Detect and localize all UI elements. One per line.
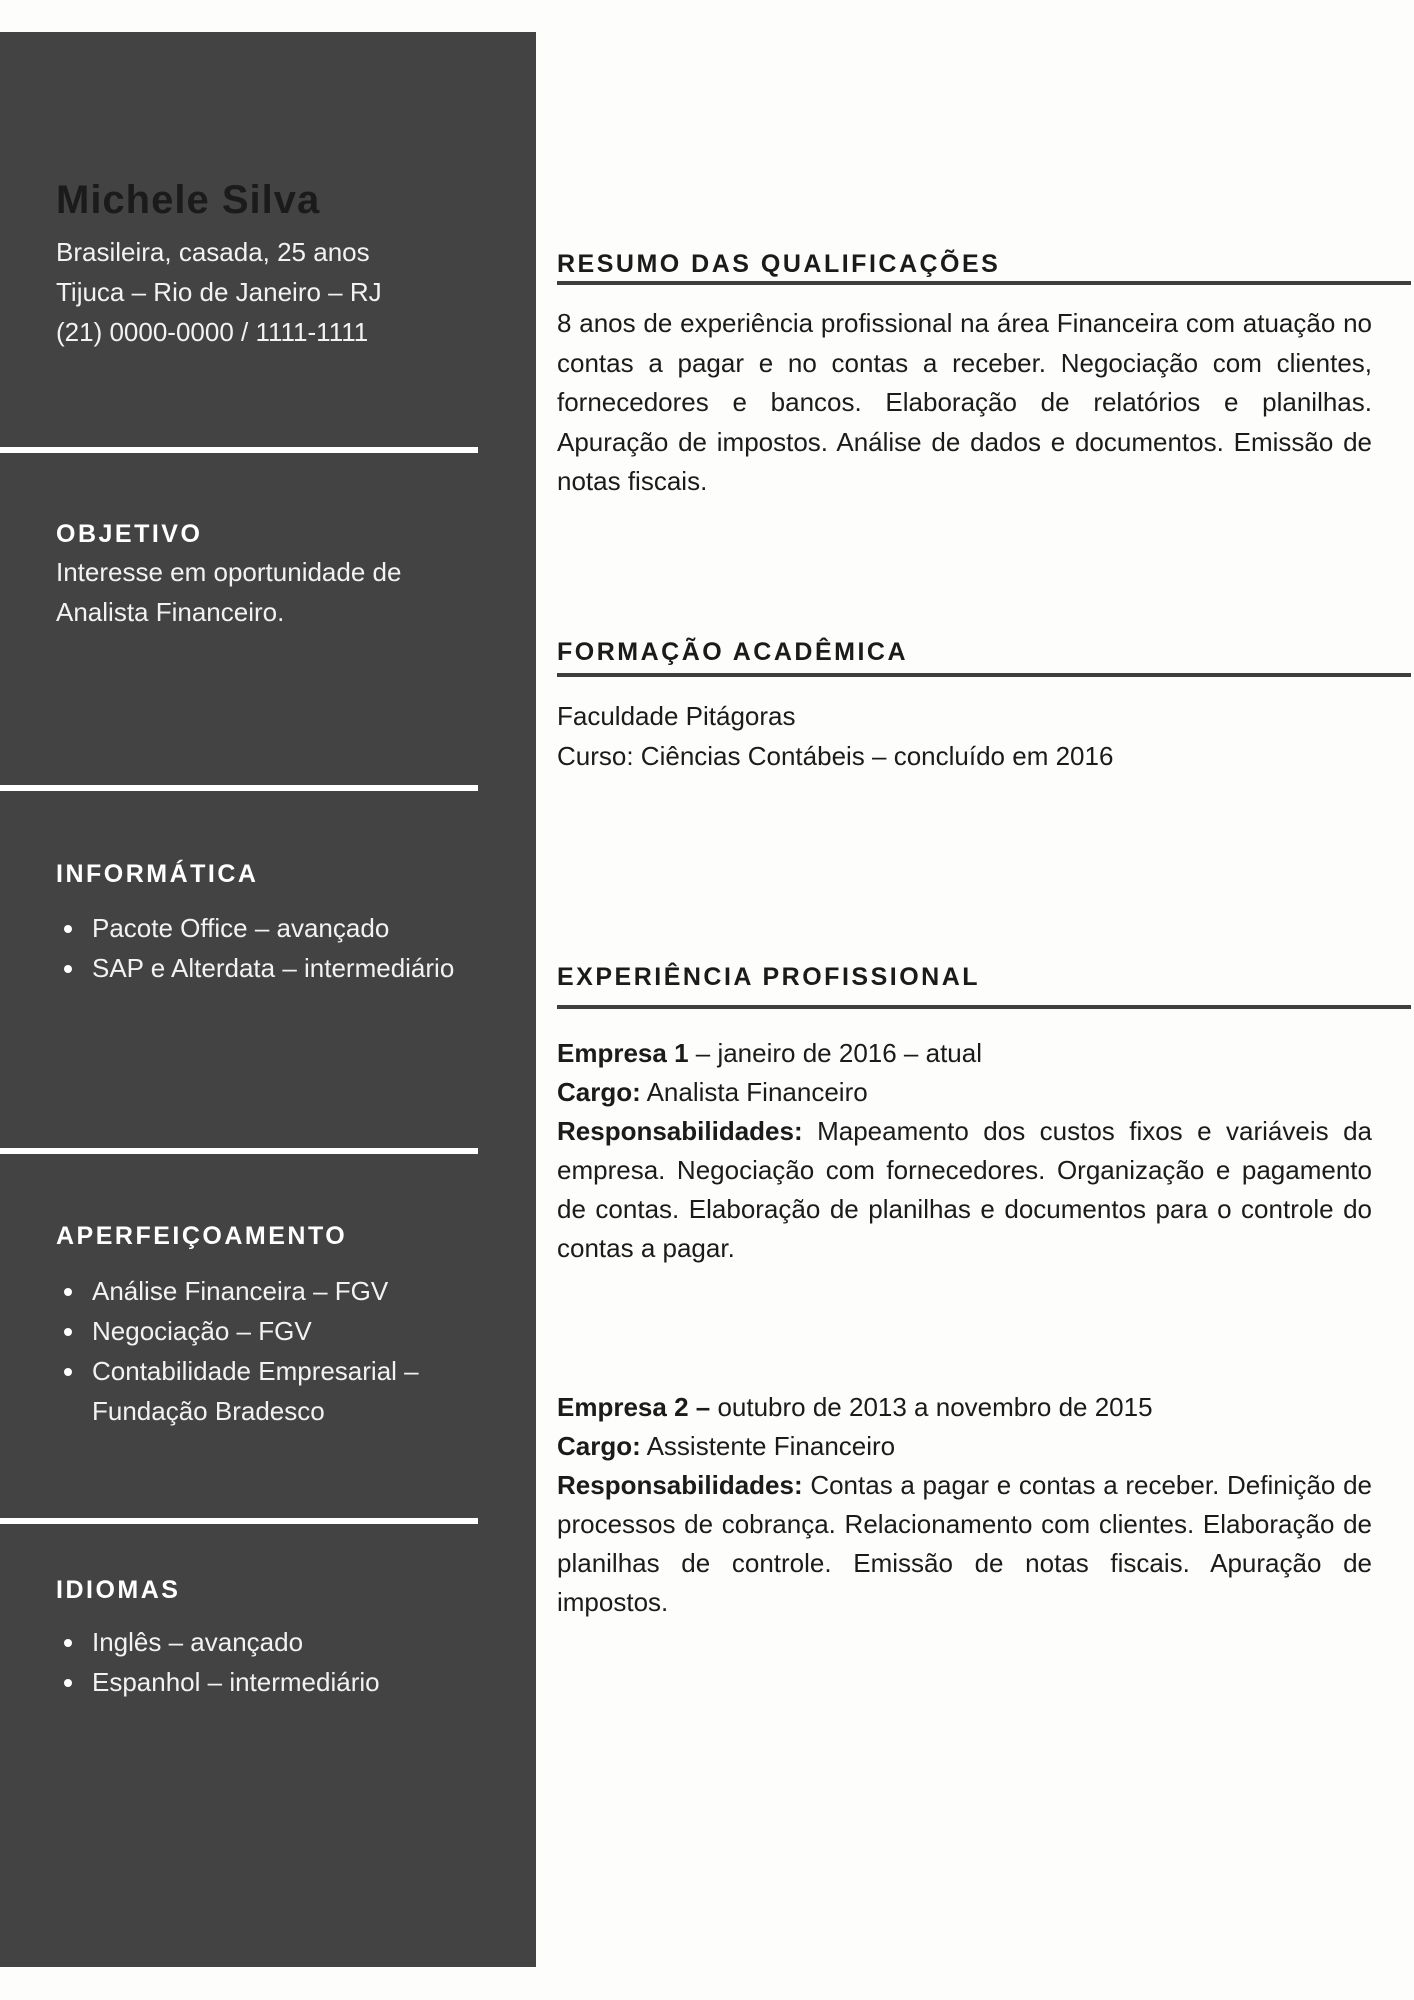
job-role: Assistente Financeiro — [640, 1431, 896, 1461]
objective-text: Interesse em oportunidade de Analista Financeiro. — [56, 557, 402, 627]
candidate-name: Michele Silva — [56, 178, 321, 222]
sidebar-divider — [0, 447, 478, 453]
education-institution: Faculdade Pitágoras — [557, 701, 796, 731]
job-responsibilities: Contas a pagar e contas a receber. Definição de processos de cobrança. Relacionamento com clientes. Elaboração de planilhas de controle. Emissão de notas fiscais. Apuração de impostos. — [557, 1470, 1372, 1617]
job-entry — [557, 1388, 1372, 1622]
list-item: Contabilidade Empresarial – Fundação Bradesco — [56, 1351, 466, 1431]
phone-line: (21) 0000-0000 / 1111-1111 — [56, 317, 369, 347]
job-period: outubro de 2013 a novembro de 2015 — [710, 1392, 1153, 1422]
education-heading: FORMAÇÃO ACADÊMICA — [557, 638, 908, 666]
list-item: Espanhol – intermediário — [56, 1662, 526, 1702]
job-role: Analista Financeiro — [640, 1077, 868, 1107]
languages-list — [56, 1622, 526, 1702]
sidebar-divider — [0, 1518, 478, 1524]
training-heading: APERFEIÇOAMENTO — [56, 1222, 348, 1250]
experience-heading: EXPERIÊNCIA PROFISSIONAL — [557, 963, 981, 991]
section-rule — [557, 673, 1411, 677]
list-item: Inglês – avançado — [56, 1622, 526, 1662]
sidebar-divider — [0, 785, 478, 791]
summary-heading: RESUMO DAS QUALIFICAÇÕES — [557, 250, 1001, 278]
summary-text: 8 anos de experiência profissional na área Financeira com atuação no contas a pagar e no contas a receber. Negociação com clientes, fornecedores e bancos. Elaboração de relatórios e planilhas. Apuração de impostos. Análise de dados e documentos. Emissão de notas fiscais. — [557, 308, 1372, 496]
job-responsibilities-label: Responsabilidades: — [557, 1470, 803, 1500]
computing-list — [56, 908, 526, 988]
sidebar-divider — [0, 1148, 478, 1154]
job-company: Empresa 1 — [557, 1038, 689, 1068]
section-rule — [557, 1005, 1411, 1009]
objective-heading: OBJETIVO — [56, 520, 203, 548]
list-item: SAP e Alterdata – intermediário — [56, 948, 526, 988]
languages-heading: IDIOMAS — [56, 1576, 181, 1604]
job-role-label: Cargo: — [557, 1431, 641, 1461]
job-company: Empresa 2 – — [557, 1392, 711, 1422]
job-period: – janeiro de 2016 – atual — [688, 1038, 982, 1068]
education-course: Curso: Ciências Contábeis – concluído em 2016 — [557, 741, 1114, 771]
job-entry — [557, 1034, 1372, 1268]
job-role-label: Cargo: — [557, 1077, 641, 1107]
list-item: Negociação – FGV — [56, 1311, 466, 1351]
computing-heading: INFORMÁTICA — [56, 860, 259, 888]
list-item: Análise Financeira – FGV — [56, 1271, 466, 1311]
job-responsibilities-label: Responsabilidades: — [557, 1116, 803, 1146]
personal-info-line: Brasileira, casada, 25 anos — [56, 237, 370, 267]
section-rule — [557, 281, 1411, 285]
address-line: Tijuca – Rio de Janeiro – RJ — [56, 277, 382, 307]
training-list — [56, 1271, 466, 1431]
job-responsibilities: Mapeamento dos custos fixos e variáveis da empresa. Negociação com fornecedores. Organização e pagamento de contas. Elaboração de planilhas e documentos para o controle do contas a pagar. — [557, 1116, 1372, 1263]
list-item: Pacote Office – avançado — [56, 908, 526, 948]
